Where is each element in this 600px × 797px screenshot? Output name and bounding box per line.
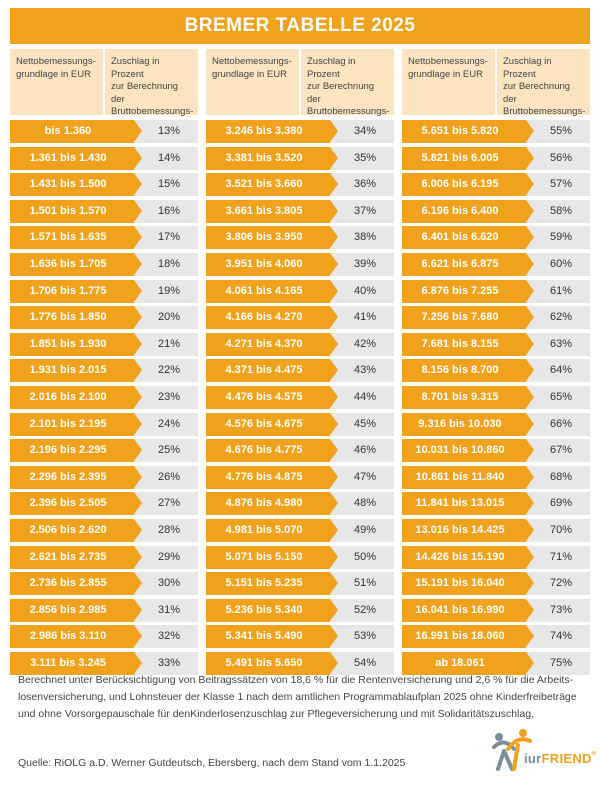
iurfriend-logo (490, 727, 597, 773)
surcharge-percent: 55% (526, 120, 590, 143)
table-row (10, 253, 198, 276)
surcharge-percent: 51% (330, 572, 394, 595)
page-title: BREMER TABELLE 2025 (10, 8, 590, 44)
net-income-range: 1.706 bis 1.775 (10, 280, 134, 303)
table-row (402, 413, 590, 436)
net-income-range: 3.806 bis 3.950 (206, 226, 330, 249)
table-row (10, 625, 198, 648)
net-income-range: 1.501 bis 1.570 (10, 200, 134, 223)
table-row (206, 413, 394, 436)
table-row (10, 333, 198, 356)
net-income-range: 3.951 bis 4.060 (206, 253, 330, 276)
table-header (206, 49, 394, 115)
surcharge-percent: 52% (330, 599, 394, 622)
net-income-range: 6.876 bis 7.255 (402, 280, 526, 303)
table-row (10, 147, 198, 170)
table-row (402, 280, 590, 303)
surcharge-percent: 63% (526, 333, 590, 356)
table-header (402, 49, 590, 115)
net-income-range: 1.931 bis 2.015 (10, 359, 134, 382)
net-income-range: 1.361 bis 1.430 (10, 147, 134, 170)
table-row (206, 599, 394, 622)
table-column-2 (206, 49, 394, 678)
net-income-range: 2.506 bis 2.620 (10, 519, 134, 542)
net-income-range: 1.851 bis 1.930 (10, 333, 134, 356)
net-income-range: 1.571 bis 1.635 (10, 226, 134, 249)
table-row (10, 120, 198, 143)
surcharge-percent: 49% (330, 519, 394, 542)
surcharge-percent: 73% (526, 599, 590, 622)
surcharge-percent: 29% (134, 546, 198, 569)
net-income-range: 6.621 bis 6.875 (402, 253, 526, 276)
surcharge-percent: 39% (330, 253, 394, 276)
net-income-range: 4.876 bis 4.980 (206, 492, 330, 515)
table-row (10, 439, 198, 462)
net-income-range: 2.736 bis 2.855 (10, 572, 134, 595)
table-header (10, 49, 198, 115)
net-income-range: 1.431 bis 1.500 (10, 173, 134, 196)
surcharge-percent: 13% (134, 120, 198, 143)
surcharge-percent: 41% (330, 306, 394, 329)
net-income-range: 8.701 bis 9.315 (402, 386, 526, 409)
table-row (10, 466, 198, 489)
surcharge-percent: 74% (526, 625, 590, 648)
surcharge-percent: 26% (134, 466, 198, 489)
surcharge-percent: 71% (526, 546, 590, 569)
table-row (402, 200, 590, 223)
table-row (10, 226, 198, 249)
surcharge-percent: 19% (134, 280, 198, 303)
net-income-range: 2.621 bis 2.735 (10, 546, 134, 569)
surcharge-percent: 28% (134, 519, 198, 542)
table-row (402, 625, 590, 648)
table-row (10, 519, 198, 542)
surcharge-percent: 72% (526, 572, 590, 595)
net-income-range: ab 18.061 (402, 652, 526, 675)
table-row (206, 226, 394, 249)
surcharge-percent: 58% (526, 200, 590, 223)
surcharge-percent: 17% (134, 226, 198, 249)
surcharge-percent: 37% (330, 200, 394, 223)
table-row (206, 333, 394, 356)
net-income-range: 3.381 bis 3.520 (206, 147, 330, 170)
header-surcharge: Zuschlag in Prozent zur Berechnung der Bruttobemessungs- (301, 49, 394, 115)
surcharge-percent: 40% (330, 280, 394, 303)
net-income-range: 8.156 bis 8.700 (402, 359, 526, 382)
surcharge-percent: 68% (526, 466, 590, 489)
net-income-range: 11.841 bis 13.015 (402, 492, 526, 515)
table-row (10, 359, 198, 382)
table-row (10, 280, 198, 303)
table-row (402, 147, 590, 170)
net-income-range: 9.316 bis 10.030 (402, 413, 526, 436)
net-income-range: 3.111 bis 3.245 (10, 652, 134, 675)
surcharge-percent: 25% (134, 439, 198, 462)
table-row (206, 625, 394, 648)
surcharge-percent: 44% (330, 386, 394, 409)
surcharge-percent: 56% (526, 147, 590, 170)
table-row (206, 492, 394, 515)
table-row (402, 546, 590, 569)
net-income-range: 3.521 bis 3.660 (206, 173, 330, 196)
table-row (402, 173, 590, 196)
table-rows (10, 120, 198, 675)
surcharge-percent: 33% (134, 652, 198, 675)
net-income-range: 2.986 bis 3.110 (10, 625, 134, 648)
net-income-range: 10.031 bis 10.860 (402, 439, 526, 462)
net-income-range: 5.651 bis 5.820 (402, 120, 526, 143)
surcharge-percent: 27% (134, 492, 198, 515)
table-row (206, 466, 394, 489)
table-row (10, 492, 198, 515)
net-income-range: 2.856 bis 2.985 (10, 599, 134, 622)
net-income-range: 5.151 bis 5.235 (206, 572, 330, 595)
surcharge-percent: 59% (526, 226, 590, 249)
surcharge-percent: 15% (134, 173, 198, 196)
table-row (402, 226, 590, 249)
surcharge-percent: 67% (526, 439, 590, 462)
surcharge-percent: 69% (526, 492, 590, 515)
net-income-range: 1.776 bis 1.850 (10, 306, 134, 329)
net-income-range: 16.041 bis 16.990 (402, 599, 526, 622)
net-income-range: 4.676 bis 4.775 (206, 439, 330, 462)
surcharge-percent: 47% (330, 466, 394, 489)
table-row (10, 200, 198, 223)
table-row (10, 413, 198, 436)
net-income-range: 4.166 bis 4.270 (206, 306, 330, 329)
surcharge-percent: 21% (134, 333, 198, 356)
source-note: Quelle: RiOLG a.D. Werner Gutdeutsch, Ebersberg, nach dem Stand vom 1.1.2025 (18, 757, 406, 769)
surcharge-percent: 20% (134, 306, 198, 329)
net-income-range: 2.101 bis 2.195 (10, 413, 134, 436)
net-income-range: 5.821 bis 6.005 (402, 147, 526, 170)
table-row (206, 280, 394, 303)
table-row (10, 173, 198, 196)
table-column-3 (402, 49, 590, 678)
net-income-range: 5.491 bis 5.650 (206, 652, 330, 675)
surcharge-percent: 53% (330, 625, 394, 648)
header-surcharge: Zuschlag in Prozent zur Berechnung der Bruttobemessungs- (105, 49, 198, 115)
net-income-range: 16.991 bis 18.060 (402, 625, 526, 648)
surcharge-percent: 54% (330, 652, 394, 675)
table-row (206, 439, 394, 462)
table-row (10, 599, 198, 622)
surcharge-percent: 48% (330, 492, 394, 515)
surcharge-percent: 61% (526, 280, 590, 303)
net-income-range: 3.661 bis 3.805 (206, 200, 330, 223)
table-row (402, 120, 590, 143)
table-rows (402, 120, 590, 675)
table-row (402, 599, 590, 622)
surcharge-percent: 35% (330, 147, 394, 170)
table-row (402, 439, 590, 462)
net-income-range: 6.401 bis 6.620 (402, 226, 526, 249)
table-row (10, 546, 198, 569)
net-income-range: 14.426 bis 15.190 (402, 546, 526, 569)
surcharge-percent: 57% (526, 173, 590, 196)
table-row (206, 572, 394, 595)
net-income-range: 2.196 bis 2.295 (10, 439, 134, 462)
surcharge-percent: 16% (134, 200, 198, 223)
net-income-range: 4.371 bis 4.475 (206, 359, 330, 382)
net-income-range: 4.981 bis 5.070 (206, 519, 330, 542)
surcharge-percent: 65% (526, 386, 590, 409)
table-column-1 (10, 49, 198, 678)
net-income-range: 2.296 bis 2.395 (10, 466, 134, 489)
surcharge-percent: 43% (330, 359, 394, 382)
net-income-range: 5.236 bis 5.340 (206, 599, 330, 622)
header-net-income: Nettobemessungs- grundlage in EUR (402, 49, 495, 115)
header-surcharge: Zuschlag in Prozent zur Berechnung der Bruttobemessungs- (497, 49, 590, 115)
table-row (402, 572, 590, 595)
table-row (10, 386, 198, 409)
net-income-range: 6.006 bis 6.195 (402, 173, 526, 196)
net-income-range: 1.636 bis 1.705 (10, 253, 134, 276)
people-icon (490, 727, 534, 773)
surcharge-percent: 23% (134, 386, 198, 409)
header-net-income: Nettobemessungs- grundlage in EUR (206, 49, 299, 115)
net-income-range: 2.396 bis 2.505 (10, 492, 134, 515)
net-income-range: 3.246 bis 3.380 (206, 120, 330, 143)
table-row (206, 546, 394, 569)
table-row (206, 359, 394, 382)
surcharge-percent: 46% (330, 439, 394, 462)
surcharge-percent: 70% (526, 519, 590, 542)
table-row (206, 519, 394, 542)
net-income-range: 4.476 bis 4.575 (206, 386, 330, 409)
surcharge-percent: 62% (526, 306, 590, 329)
surcharge-percent: 36% (330, 173, 394, 196)
net-income-range: 15.191 bis 16.040 (402, 572, 526, 595)
table-row (402, 359, 590, 382)
net-income-range: 7.256 bis 7.680 (402, 306, 526, 329)
net-income-range: 2.016 bis 2.100 (10, 386, 134, 409)
table-row (206, 120, 394, 143)
surcharge-percent: 24% (134, 413, 198, 436)
surcharge-percent: 31% (134, 599, 198, 622)
table-row (402, 519, 590, 542)
surcharge-percent: 30% (134, 572, 198, 595)
surcharge-percent: 32% (134, 625, 198, 648)
table-row (402, 306, 590, 329)
surcharge-percent: 22% (134, 359, 198, 382)
footnote: Berechnet unter Berücksichtigung von Beitragssätzen von 18,6 % für die Rentenversicherung und 2,6 % für die Arbeits-losenversicherung, und Lohnsteuer der Klasse 1 nach dem amtlichen Programmablaufplan 2025 ohne Kinderfreibeträge und ohne Vorsorgepauschale für denKinderlosenzuschlag zur Pflegeversicherung und mit Solidaritätszuschlag, (18, 674, 577, 720)
table-row (402, 466, 590, 489)
table-row (402, 386, 590, 409)
net-income-range: 5.341 bis 5.490 (206, 625, 330, 648)
table-row (206, 173, 394, 196)
table-row (402, 492, 590, 515)
net-income-range: 4.776 bis 4.875 (206, 466, 330, 489)
surcharge-percent: 14% (134, 147, 198, 170)
logo-wordmark: iurFRIEND® (524, 751, 597, 766)
table-row (206, 253, 394, 276)
header-net-income: Nettobemessungs- grundlage in EUR (10, 49, 103, 115)
net-income-range: 13.016 bis 14.425 (402, 519, 526, 542)
net-income-range: 10.861 bis 11.840 (402, 466, 526, 489)
surcharge-percent: 75% (526, 652, 590, 675)
surcharge-percent: 66% (526, 413, 590, 436)
table-row (206, 306, 394, 329)
surcharge-percent: 50% (330, 546, 394, 569)
net-income-range: 4.061 bis 4.165 (206, 280, 330, 303)
table-row (10, 306, 198, 329)
net-income-range: 5.071 bis 5.150 (206, 546, 330, 569)
net-income-range: 4.576 bis 4.675 (206, 413, 330, 436)
net-income-range: 6.196 bis 6.400 (402, 200, 526, 223)
net-income-range: bis 1.360 (10, 120, 134, 143)
surcharge-percent: 60% (526, 253, 590, 276)
surcharge-percent: 18% (134, 253, 198, 276)
surcharge-percent: 45% (330, 413, 394, 436)
table-row (206, 200, 394, 223)
table-rows (206, 120, 394, 675)
table-row (206, 386, 394, 409)
table-row (206, 147, 394, 170)
surcharge-percent: 64% (526, 359, 590, 382)
net-income-range: 7.681 bis 8.155 (402, 333, 526, 356)
table-row (402, 253, 590, 276)
net-income-range: 4.271 bis 4.370 (206, 333, 330, 356)
surcharge-percent: 34% (330, 120, 394, 143)
table-row (10, 572, 198, 595)
table-row (402, 333, 590, 356)
surcharge-percent: 42% (330, 333, 394, 356)
surcharge-percent: 38% (330, 226, 394, 249)
